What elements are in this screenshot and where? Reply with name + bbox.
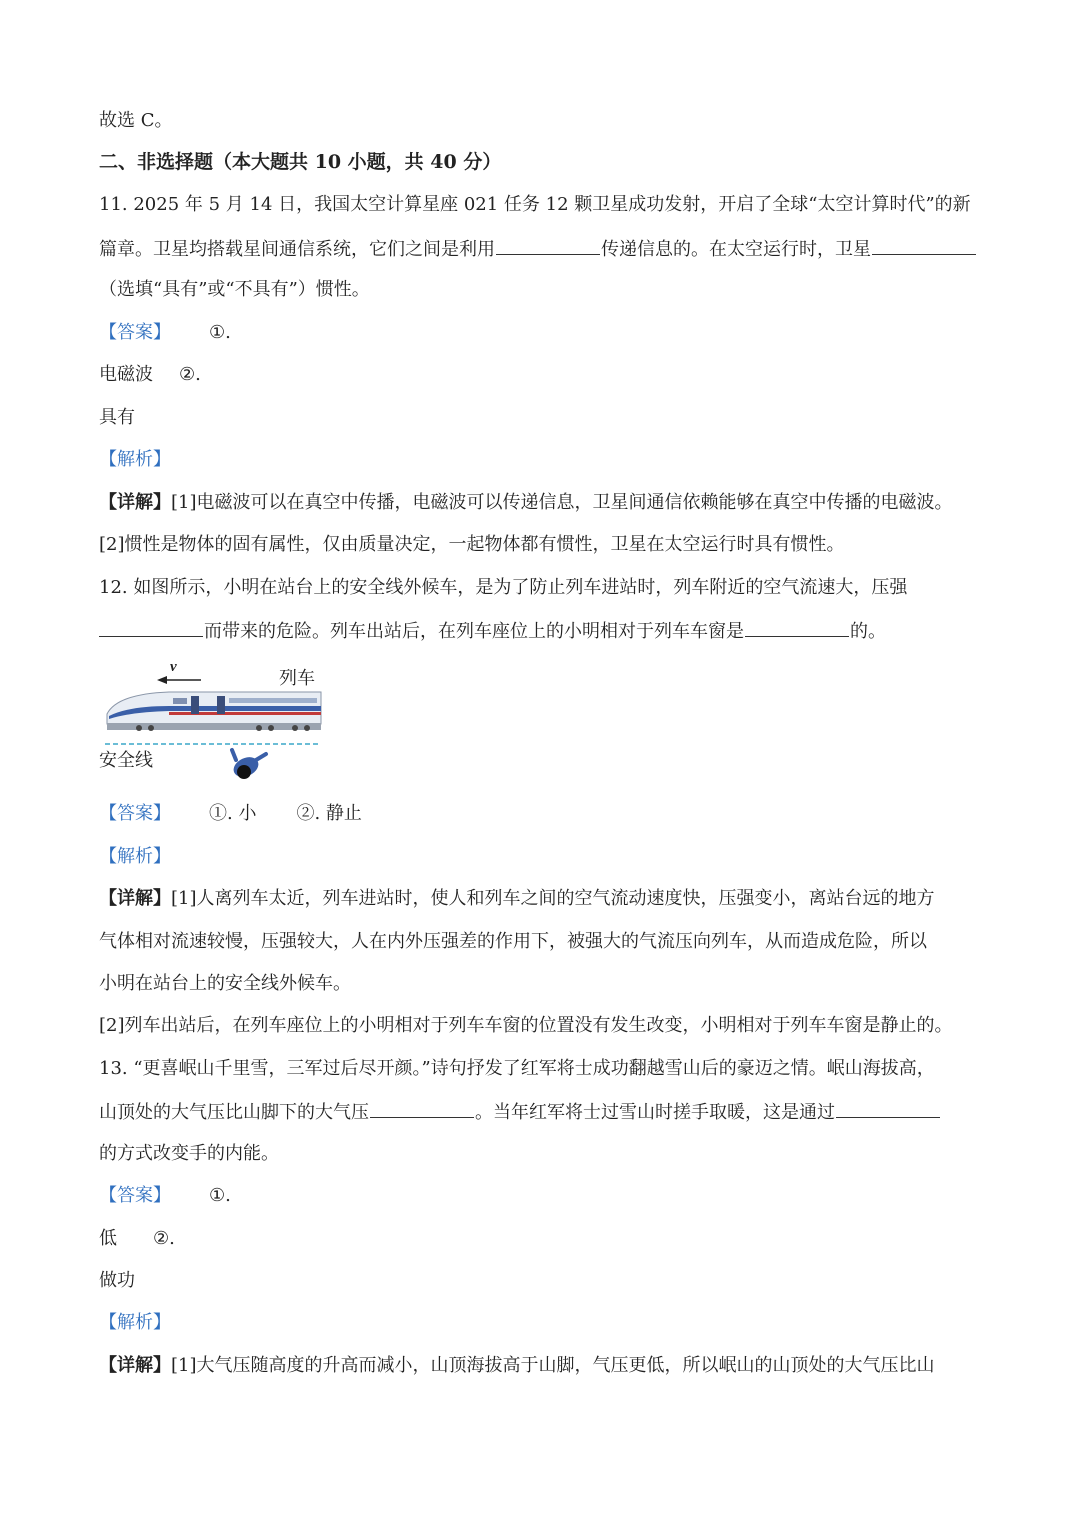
- q11-line-1: 11. 2025 年 5 月 14 日，我国太空计算星座 021 任务 12 颗卫星成功发射，开启了全球“太空计算时代”的新: [99, 194, 971, 215]
- q13-answer-row: [99, 1184, 231, 1208]
- q13-blank-1: [370, 1099, 474, 1118]
- q13-line-1: 13. “更喜岷山千里雪，三军过后尽开颜。”诗句抒发了红军将士成功翻越雪山后的豪迈之情。岷山海拔高，: [99, 1058, 935, 1079]
- q11-line-3: （选填“具有”或“不具有”）惯性。: [99, 279, 370, 300]
- q12-blank-2: [745, 618, 849, 637]
- q12-detail-3: 小明在站台上的安全线外候车。: [99, 973, 351, 994]
- analysis-tag: 【解析】: [99, 1312, 171, 1333]
- q11-blank-2: [872, 236, 976, 255]
- answer-value-2: 具有: [99, 407, 135, 428]
- answer-2: ②. 静止: [296, 803, 362, 824]
- answer-value-2: 做功: [99, 1270, 135, 1291]
- detail-text: [1]电磁波可以在真空中传播，电磁波可以传递信息，卫星间通信依赖能够在真空中传播的电磁波。: [171, 492, 953, 513]
- q11-detail-1: [99, 491, 953, 515]
- q11-blank-1: [496, 236, 600, 255]
- train-window: [173, 698, 187, 704]
- q12-detail-4: [2]列车出站后，在列车座位上的小明相对于列车车窗的位置没有发生改变，小明相对于列车车窗是静止的。: [99, 1015, 953, 1036]
- arrow-left-icon: [157, 676, 167, 684]
- answer-value-1: 低: [99, 1228, 117, 1249]
- q13-answer-value-row: [99, 1227, 175, 1251]
- detail-tag: 【详解】: [99, 1355, 171, 1376]
- q13-text-a: 山顶处的大气压比山脚下的大气压: [99, 1102, 369, 1123]
- train-wheel: [136, 725, 142, 731]
- q12-answer-row: [99, 802, 362, 826]
- train-door: [191, 696, 199, 714]
- safety-line-label: 安全线: [99, 750, 153, 771]
- train-illustration: [99, 656, 339, 786]
- train-door: [217, 696, 225, 714]
- q12-blank-1: [99, 618, 203, 637]
- detail-tag: 【详解】: [99, 492, 171, 513]
- person-icon: [230, 750, 266, 781]
- train-window-band: [229, 698, 317, 703]
- velocity-label: v: [170, 659, 177, 675]
- train-wheel: [268, 725, 274, 731]
- detail-tag: 【详解】: [99, 888, 171, 909]
- q11-text-b: 传递信息的。在太空运行时，卫星: [601, 239, 871, 260]
- train-wheel: [148, 725, 154, 731]
- q13-line-2: [99, 1099, 941, 1125]
- q13-detail-1: [99, 1354, 935, 1378]
- q11-text-a: 篇章。卫星均搭载星间通信系统，它们之间是利用: [99, 239, 495, 260]
- answer-marker-2: ②.: [179, 364, 201, 385]
- answer-tag: 【答案】: [99, 1185, 171, 1206]
- q12-text-a: 而带来的危险。列车出站后，在列车座位上的小明相对于列车车窗是: [204, 621, 744, 642]
- answer-value-1: 电磁波: [99, 364, 153, 385]
- q11-line-2: [99, 236, 977, 262]
- q12-detail-2: 气体相对流速较慢，压强较大，人在内外压强差的作用下，被强大的气流压向列车，从而造成危险，所以: [99, 931, 927, 952]
- q12-detail-1: [99, 887, 935, 911]
- q11-detail-2: [2]惯性是物体的固有属性，仅由质量决定，一起物体都有惯性，卫星在太空运行时具有惯性。: [99, 534, 845, 555]
- conclusion-text: 故选 C。: [99, 110, 173, 131]
- train-wheel: [292, 725, 298, 731]
- detail-text: [1]大气压随高度的升高而减小，山顶海拔高于山脚，气压更低，所以岷山的山顶处的大气压比山: [171, 1355, 935, 1376]
- answer-1: ①. 小: [209, 803, 257, 824]
- train-label: 列车: [279, 668, 315, 689]
- q13-text-b: 。当年红军将士过雪山时搓手取暖，这是通过: [475, 1102, 835, 1123]
- analysis-tag: 【解析】: [99, 449, 171, 470]
- q12-text-b: 的。: [850, 621, 886, 642]
- q13-line-3: 的方式改变手的内能。: [99, 1143, 279, 1164]
- q12-line-1: 12. 如图所示，小明在站台上的安全线外候车，是为了防止列车进站时，列车附近的空气流速大，压强: [99, 577, 908, 598]
- answer-marker-1: ①.: [209, 322, 231, 343]
- answer-marker-1: ①.: [209, 1185, 231, 1206]
- analysis-tag: 【解析】: [99, 846, 171, 867]
- train-figure: [99, 656, 339, 786]
- detail-text: [1]人离列车太近，列车进站时，使人和列车之间的空气流动速度快，压强变小，离站台远的地方: [171, 888, 935, 909]
- answer-tag: 【答案】: [99, 803, 171, 824]
- section-heading: 二、非选择题（本大题共 10 小题，共 40 分）: [99, 151, 502, 173]
- answer-tag: 【答案】: [99, 322, 171, 343]
- train-wheel: [304, 725, 310, 731]
- q11-answer-row: [99, 321, 231, 345]
- answer-marker-2: ②.: [153, 1228, 175, 1249]
- q13-blank-2: [836, 1099, 940, 1118]
- q11-answer-value-row: [99, 363, 201, 387]
- q12-line-2: [99, 618, 886, 644]
- train-wheel: [256, 725, 262, 731]
